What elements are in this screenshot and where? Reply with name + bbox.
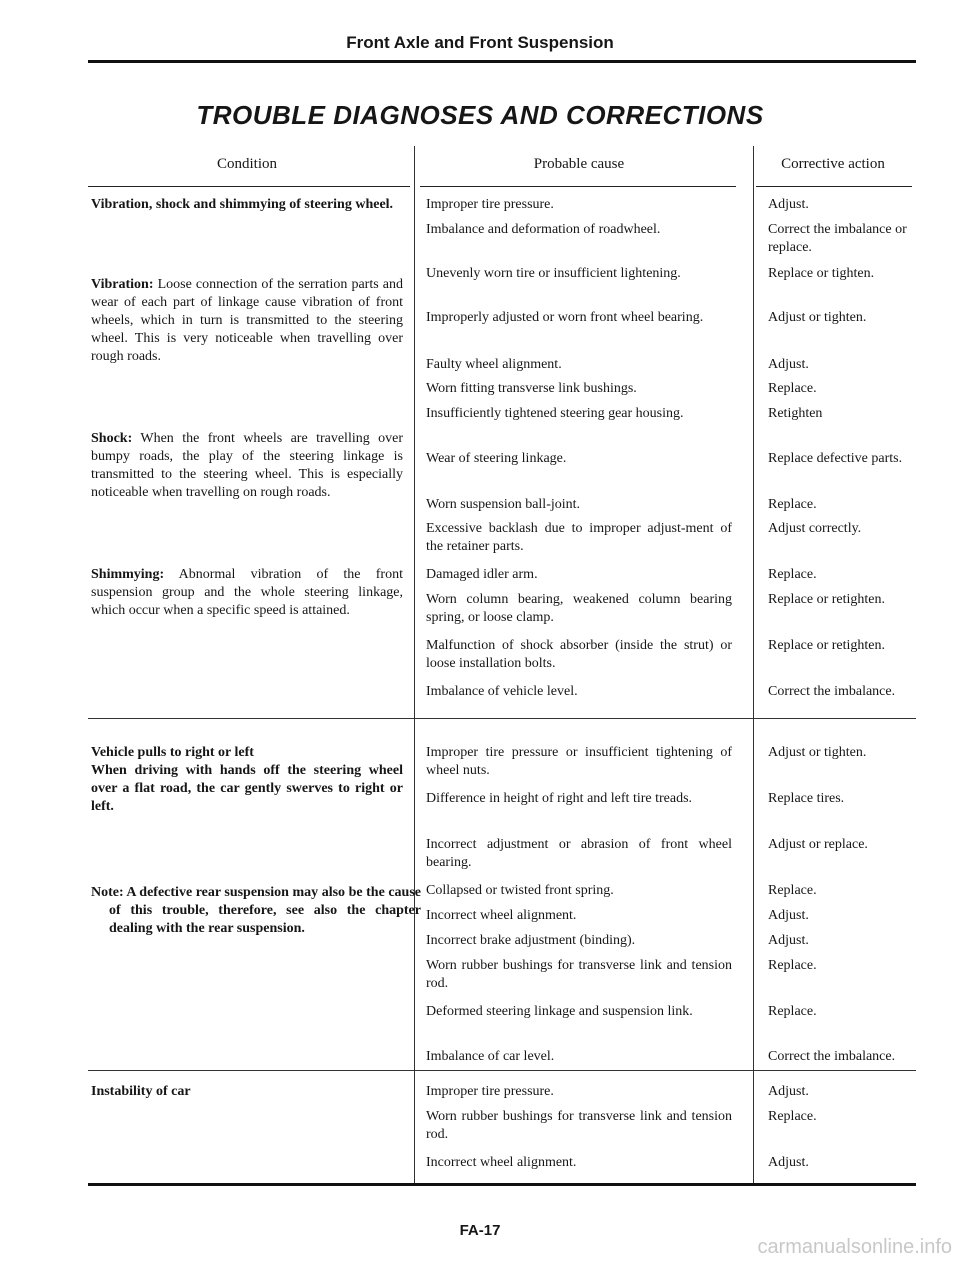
condition-text: When driving with hands off the steering wheel over a flat road, the car gently swerves to right or left. bbox=[91, 763, 403, 814]
action-item: Replace. bbox=[768, 567, 817, 582]
condition-text: When the front wheels are travelling over bumpy roads, the play of the steering linkage is transmitted to the steering wheel. This is especially noticeable when travelling on rough roads. bbox=[91, 431, 403, 500]
watermark: carmanualsonline.info bbox=[757, 1236, 952, 1258]
cause-item: Worn suspension ball-joint. bbox=[426, 497, 581, 512]
action-item: Adjust or tighten. bbox=[768, 310, 867, 325]
header-underline-cause bbox=[420, 186, 736, 187]
condition-term: Vibration: bbox=[91, 277, 154, 292]
action-item: Adjust. bbox=[768, 1084, 809, 1099]
column-header-cause: Probable cause bbox=[533, 156, 625, 172]
condition-text: Loose connection of the serration parts and wear of each part of linkage cause vibration of front wheels, which in turn is transmitted to the steering wheel. This is very noticeable when travelling over rough roads. bbox=[91, 277, 403, 364]
column-divider bbox=[414, 146, 415, 1186]
action-item: Replace. bbox=[768, 883, 817, 898]
condition-title: Vehicle pulls to right or left bbox=[91, 745, 254, 760]
action-item: Replace tires. bbox=[768, 791, 845, 806]
cause-item: Difference in height of right and left tire treads. bbox=[426, 791, 693, 806]
cause-item: Imbalance and deformation of roadwheel. bbox=[426, 222, 661, 237]
cause-item: Worn rubber bushings for transverse link and tension rod. bbox=[426, 1109, 732, 1142]
action-item: Replace. bbox=[768, 958, 817, 973]
condition-title: Instability of car bbox=[91, 1084, 191, 1099]
cause-item: Incorrect brake adjustment (binding). bbox=[426, 933, 636, 948]
cause-item: Improper tire pressure. bbox=[426, 197, 554, 212]
action-item: Correct the imbalance. bbox=[768, 684, 896, 699]
cause-item: Insufficiently tightened steering gear housing. bbox=[426, 406, 684, 421]
cause-item: Improper tire pressure. bbox=[426, 1084, 554, 1099]
condition-paragraph bbox=[91, 566, 403, 620]
action-item: Replace or retighten. bbox=[768, 638, 886, 653]
condition-term: Shock: bbox=[91, 431, 133, 446]
action-item: Replace. bbox=[768, 1109, 817, 1124]
action-item: Correct the imbalance or replace. bbox=[768, 222, 907, 255]
action-item: Adjust. bbox=[768, 933, 809, 948]
page-number: FA-17 bbox=[459, 1222, 501, 1239]
running-header: Front Axle and Front Suspension bbox=[346, 33, 614, 52]
condition-paragraph bbox=[91, 430, 403, 502]
group-divider bbox=[88, 718, 916, 719]
action-item: Correct the imbalance. bbox=[768, 1049, 896, 1064]
header-underline-action bbox=[756, 186, 912, 187]
condition-note: Note: A defective rear suspension may also be the cause of this trouble, therefore, see also the chapter dealing with the rear suspension. bbox=[91, 885, 421, 936]
column-header-condition: Condition bbox=[216, 156, 277, 172]
action-item: Adjust. bbox=[768, 357, 809, 372]
cause-item: Collapsed or twisted front spring. bbox=[426, 883, 614, 898]
action-item: Replace. bbox=[768, 497, 817, 512]
cause-item: Improper tire pressure or insufficient tightening of wheel nuts. bbox=[426, 745, 732, 778]
action-item: Adjust correctly. bbox=[768, 521, 862, 536]
cause-item: Incorrect wheel alignment. bbox=[426, 1155, 577, 1170]
cause-item: Imbalance of car level. bbox=[426, 1049, 555, 1064]
header-underline-condition bbox=[88, 186, 410, 187]
cause-item: Improperly adjusted or worn front wheel bearing. bbox=[426, 310, 704, 325]
action-item: Retighten bbox=[768, 406, 823, 421]
cause-item: Imbalance of vehicle level. bbox=[426, 684, 578, 699]
cause-item: Faulty wheel alignment. bbox=[426, 357, 562, 372]
action-item: Replace. bbox=[768, 1004, 817, 1019]
cause-item: Incorrect adjustment or abrasion of front wheel bearing. bbox=[426, 837, 732, 870]
condition-text: Abnormal vibration of the front suspension group and the whole steering linkage, which occur when a specific speed is attained. bbox=[91, 567, 403, 618]
cause-item: Worn fitting transverse link bushings. bbox=[426, 381, 637, 396]
cause-item: Wear of steering linkage. bbox=[426, 451, 567, 466]
action-item: Replace or retighten. bbox=[768, 592, 886, 607]
action-item: Adjust or replace. bbox=[768, 837, 868, 852]
footer-rule bbox=[88, 1183, 916, 1186]
cause-item: Worn column bearing, weakened column bearing spring, or loose clamp. bbox=[426, 592, 732, 625]
action-item: Adjust or tighten. bbox=[768, 745, 867, 760]
column-divider bbox=[753, 146, 754, 1186]
condition-paragraph bbox=[91, 276, 403, 366]
cause-item: Incorrect wheel alignment. bbox=[426, 908, 577, 923]
action-item: Adjust. bbox=[768, 1155, 809, 1170]
column-header-action: Corrective action bbox=[781, 156, 885, 172]
action-item: Adjust. bbox=[768, 197, 809, 212]
condition-title: Vibration, shock and shimmying of steering wheel. bbox=[91, 197, 394, 212]
cause-item: Unevenly worn tire or insufficient lightening. bbox=[426, 266, 681, 281]
action-item: Replace defective parts. bbox=[768, 451, 903, 466]
group-divider bbox=[88, 1070, 916, 1071]
action-item: Replace or tighten. bbox=[768, 266, 875, 281]
action-item: Adjust. bbox=[768, 908, 809, 923]
cause-item: Worn rubber bushings for transverse link and tension rod. bbox=[426, 958, 732, 991]
cause-item: Excessive backlash due to improper adjust-ment of the retainer parts. bbox=[426, 521, 732, 554]
page-title: TROUBLE DIAGNOSES AND CORRECTIONS bbox=[196, 100, 764, 130]
cause-item: Malfunction of shock absorber (inside the strut) or loose installation bolts. bbox=[426, 638, 732, 671]
action-item: Replace. bbox=[768, 381, 817, 396]
header-rule bbox=[88, 60, 916, 63]
cause-item: Damaged idler arm. bbox=[426, 567, 538, 582]
cause-item: Deformed steering linkage and suspension link. bbox=[426, 1004, 693, 1019]
condition-term: Shimmying: bbox=[91, 567, 165, 582]
